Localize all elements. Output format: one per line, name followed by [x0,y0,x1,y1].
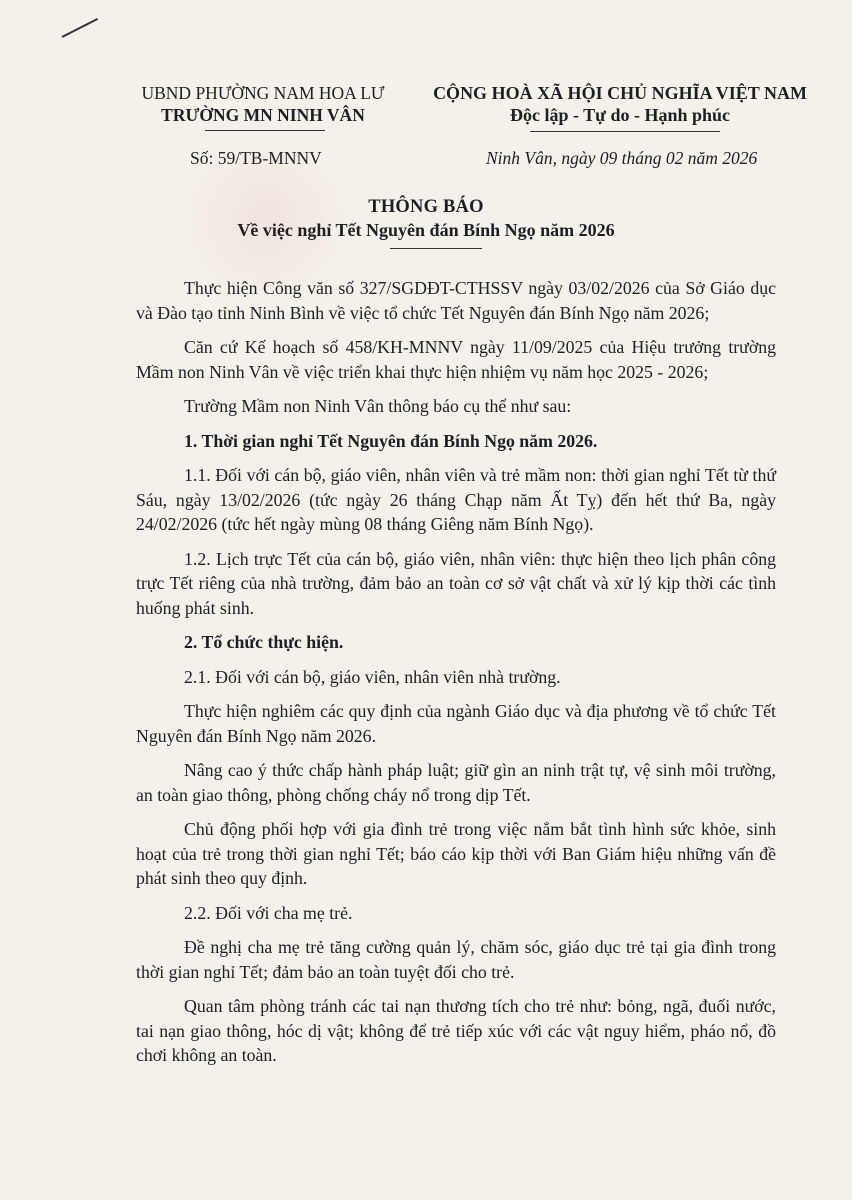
issuer-org: UBND PHƯỜNG NAM HOA LƯ [141,83,385,103]
paragraph: Căn cứ Kế hoạch số 458/KH-MNNV ngày 11/09/2025 của Hiệu trưởng trường Mầm non Ninh Vân về việc triển khai thực hiện nhiệm vụ năm học 2025 - 2026; [136,337,776,382]
paragraph: 2.2. Đối với cha mẹ trẻ. [184,902,353,923]
paragraph: Chủ động phối hợp với gia đình trẻ trong việc nắm bắt tình hình sức khỏe, sinh hoạt của trẻ trong thời gian nghỉ Tết; báo cáo kịp thời với Ban Giám hiệu những vấn đề phát sinh theo quy định. [136,819,776,888]
nation-name: CỘNG HOÀ XÃ HỘI CHỦ NGHĨA VIỆT NAM [433,83,807,103]
paragraph: Trường Mầm non Ninh Vân thông báo cụ thể như sau: [184,396,572,416]
paragraph: Thực hiện Công văn số 327/SGDĐT-CTHSSV ngày 03/02/2026 của Sở Giáo dục và Đào tạo tỉnh Ninh Bình về việc tổ chức Tết Nguyên đán Bính Ngọ năm 2026; [136,278,776,323]
place-date: Ninh Vân, ngày 09 tháng 02 năm 2026 [486,148,758,168]
pen-mark [62,18,99,38]
title-underline [390,248,482,249]
document-number: Số: 59/TB-MNNV [190,148,322,168]
document-title: THÔNG BÁO [368,197,484,217]
paragraph: 1.2. Lịch trực Tết của cán bộ, giáo viên, nhân viên: thực hiện theo lịch phân công trực Tết riêng của nhà trường, đảm bảo an toàn cơ sở vật chất và xử lý kịp thời các tình huống phát sinh. [136,548,776,618]
paragraph: Đề nghị cha mẹ trẻ tăng cường quản lý, chăm sóc, giáo dục trẻ tại gia đình trong thời gian nghỉ Tết; đảm bảo an toàn tuyệt đối cho trẻ. [136,937,776,982]
issuer-school: TRƯỜNG MN NINH VÂN [161,105,365,125]
paragraph: 2.1. Đối với cán bộ, giáo viên, nhân viên nhà trường. [184,666,561,687]
section-heading: 2. Tổ chức thực hiện. [184,632,344,652]
document-body [136,276,776,1078]
section-heading: 1. Thời gian nghỉ Tết Nguyên đán Bính Ngọ năm 2026. [184,430,598,451]
document-subtitle: Về việc nghỉ Tết Nguyên đán Bính Ngọ năm 2026 [237,220,615,240]
paragraph: Thực hiện nghiêm các quy định của ngành Giáo dục và địa phương về tổ chức Tết Nguyên đán Bính Ngọ năm 2026. [136,701,776,746]
paragraph: Quan tâm phòng tránh các tai nạn thương tích cho trẻ như: bỏng, ngã, đuối nước, tai nạn giao thông, hóc dị vật; không để trẻ tiếp xúc với các vật nguy hiểm, pháo nổ, đồ chơi không an toàn. [136,996,776,1065]
paragraph: 1.1. Đối với cán bộ, giáo viên, nhân viên và trẻ mầm non: thời gian nghỉ Tết từ thứ Sáu, ngày 13/02/2026 (tức ngày 26 tháng Chạp năm Ất Tỵ) đến hết thứ Ba, ngày 24/02/2026 (tức hết ngày mùng 08 tháng Giêng năm Bính Ngọ). [136,465,776,534]
issuer-block [118,82,408,126]
paragraph: Nâng cao ý thức chấp hành pháp luật; giữ gìn an ninh trật tự, vệ sinh môi trường, an toàn giao thông, phòng chống cháy nổ trong dịp Tết. [136,760,776,805]
issuer-underline [205,130,325,131]
motto: Độc lập - Tự do - Hạnh phúc [509,105,731,125]
motto-underline [530,131,720,132]
national-motto-block [410,82,830,126]
